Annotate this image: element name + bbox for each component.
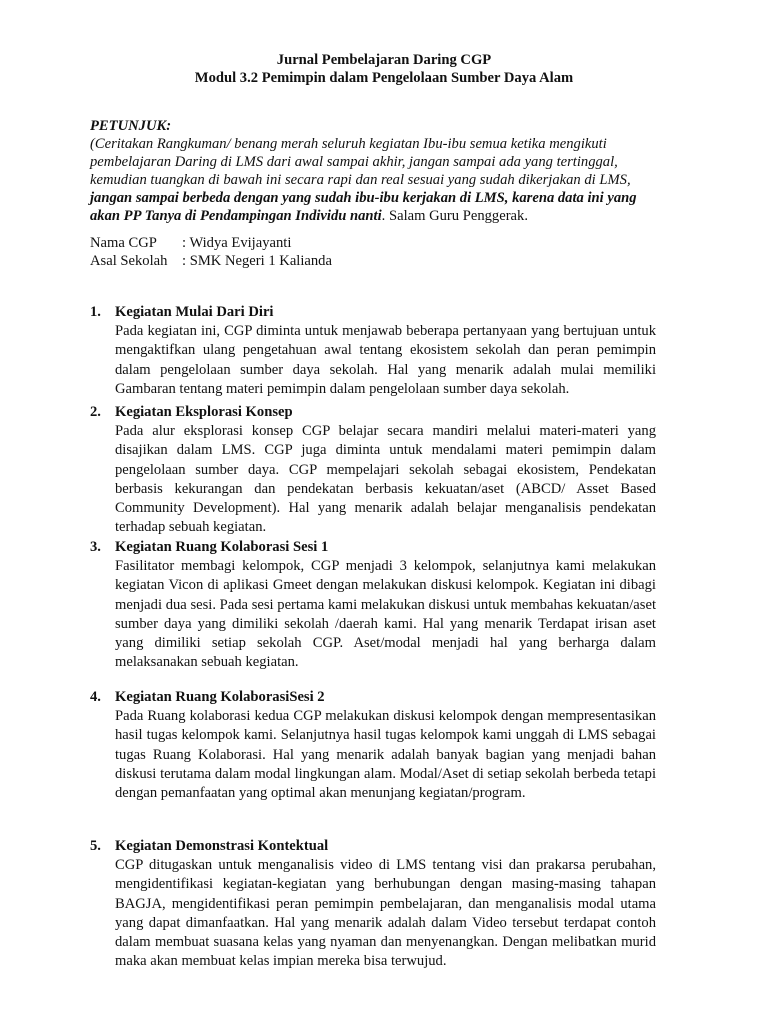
activity-number: 1. — [90, 304, 101, 320]
title-line-2: Modul 3.2 Pemimpin dalam Pengelolaan Sumber Daya Alam — [194, 69, 574, 86]
activity-title: Kegiatan Eksplorasi Konsep — [115, 404, 293, 420]
instructions-text-bold: jangan sampai berbeda dengan yang sudah ibu-ibu kerjakan di LMS, karena data ini yang akan PP Tanya di Pendampingan Individu nanti — [90, 190, 637, 224]
activity-number: 4. — [90, 689, 101, 705]
school-value: : SMK Negeri 1 Kalianda — [182, 252, 332, 269]
instructions-block — [90, 117, 656, 225]
activity-section — [90, 538, 656, 672]
instructions-text-part2: . Salam Guru Penggerak. — [381, 208, 528, 224]
activity-title: Kegiatan Demonstrasi Kontektual — [115, 838, 329, 854]
activity-section — [90, 837, 656, 971]
activity-section — [90, 403, 656, 537]
name-value: : Widya Evijayanti — [182, 235, 292, 251]
document-title — [90, 52, 678, 87]
identity-block — [90, 235, 590, 270]
activity-section — [90, 688, 656, 803]
activity-body: Fasilitator membagi kelompok, CGP menjadi 3 kelompok, selanjutnya kami melakukan kegiatan Vicon di aplikasi Gmeet dengan melakukan diskusi kelompok. Kegiatan ini dibagi menjadi dua sesi. Pada sesi pertama kami melakukan diskusi untuk membahas kekuatan/aset sumber daya yang dimiliki sekolah /daerah kami. Hal yang menarik Terdapat irisan aset yang dimiliki setiap sekolah CGP. Aset/modal menjadi hal yang berharga dalam melaksanakan sebuah kegiatan. — [115, 558, 656, 671]
activity-number: 5. — [90, 838, 101, 854]
instructions-text-part1: (Ceritakan Rangkuman/ benang merah seluruh kegiatan Ibu-ibu semua ketika mengikuti pembelajaran Daring di LMS dari awal sampai akhir, jangan sampai ada yang tertinggal, kemudian tuangkan di bawah ini secara rapi dan real sesuai yang sudah dikerjakan di LMS, — [90, 136, 631, 188]
title-line-1: Jurnal Pembelajaran Daring CGP — [276, 52, 492, 68]
activity-section — [90, 303, 656, 399]
instructions-heading: PETUNJUK: — [90, 118, 172, 134]
identity-name-row — [90, 235, 590, 253]
activity-number: 3. — [90, 539, 101, 555]
activity-body: Pada kegiatan ini, CGP diminta untuk menjawab beberapa pertanyaan yang bertujuan untuk mengaktifkan ulang pengetahuan awal tentang ekosistem sekolah dan peran pemimpin dalam pengelolaan sumber daya sekolah. Hal yang menarik adalah mulai memiliki Gambaran tentang materi pemimpin dalam pengelolaan sumber daya sekolah. — [115, 323, 656, 397]
identity-school-row — [90, 253, 590, 271]
name-label: Nama CGP — [90, 235, 157, 251]
activity-title: Kegiatan Ruang Kolaborasi Sesi 1 — [115, 539, 329, 555]
activity-body: CGP ditugaskan untuk menganalisis video di LMS tentang visi dan prakarsa perubahan, mengidentifikasi kegiatan-kegiatan yang berhubungan dengan masing-masing tahapan BAGJA, mengidentifikasi peran pemimpin pembelajaran, dan menganalisis modal utama yang dapat dimanfaatkan. Hal yang menarik adalah dalam Video tersebut terdapat contoh dalam membuat suasana kelas yang nyaman dan menyenangkan. Dengan melibatkan murid maka akan membuat kelas impian mereka bisa terwujud. — [115, 857, 656, 970]
activity-body: Pada alur eksplorasi konsep CGP belajar secara mandiri melalui materi-materi yang disajikan dalam LMS. CGP juga diminta untuk mendalami materi pemimpin dalam pengelolaan sumber daya. CGP mempelajari sekolah sebagai ekosistem, Pendekatan berbasis kekurangan dan pendekatan berbasis kekuatan/aset (ABCD/ Asset Based Community Development). Hal yang menarik adalah belajar menganalisis pendekatan terhadap sebuah kegiatan. — [115, 423, 656, 536]
activity-title: Kegiatan Ruang KolaborasiSesi 2 — [115, 689, 325, 705]
activity-title: Kegiatan Mulai Dari Diri — [115, 304, 274, 320]
school-label: Asal Sekolah — [90, 252, 168, 269]
activity-number: 2. — [90, 404, 101, 420]
activity-body: Pada Ruang kolaborasi kedua CGP melakukan diskusi kelompok dengan mempresentasikan hasil tugas kelompok kami. Selanjutnya hasil tugas kelompok kami unggah di LMS sebagai tugas Ruang Kolaborasi. Hal yang menarik adalah banyak bagian yang menjadi bahan diskusi terutama dalam modal lingkungan alam. Modal/Aset di setiap sekolah berbeda tetapi dengan pemanfaatan yang optimal akan menunjang kegiatan/program. — [115, 708, 656, 802]
